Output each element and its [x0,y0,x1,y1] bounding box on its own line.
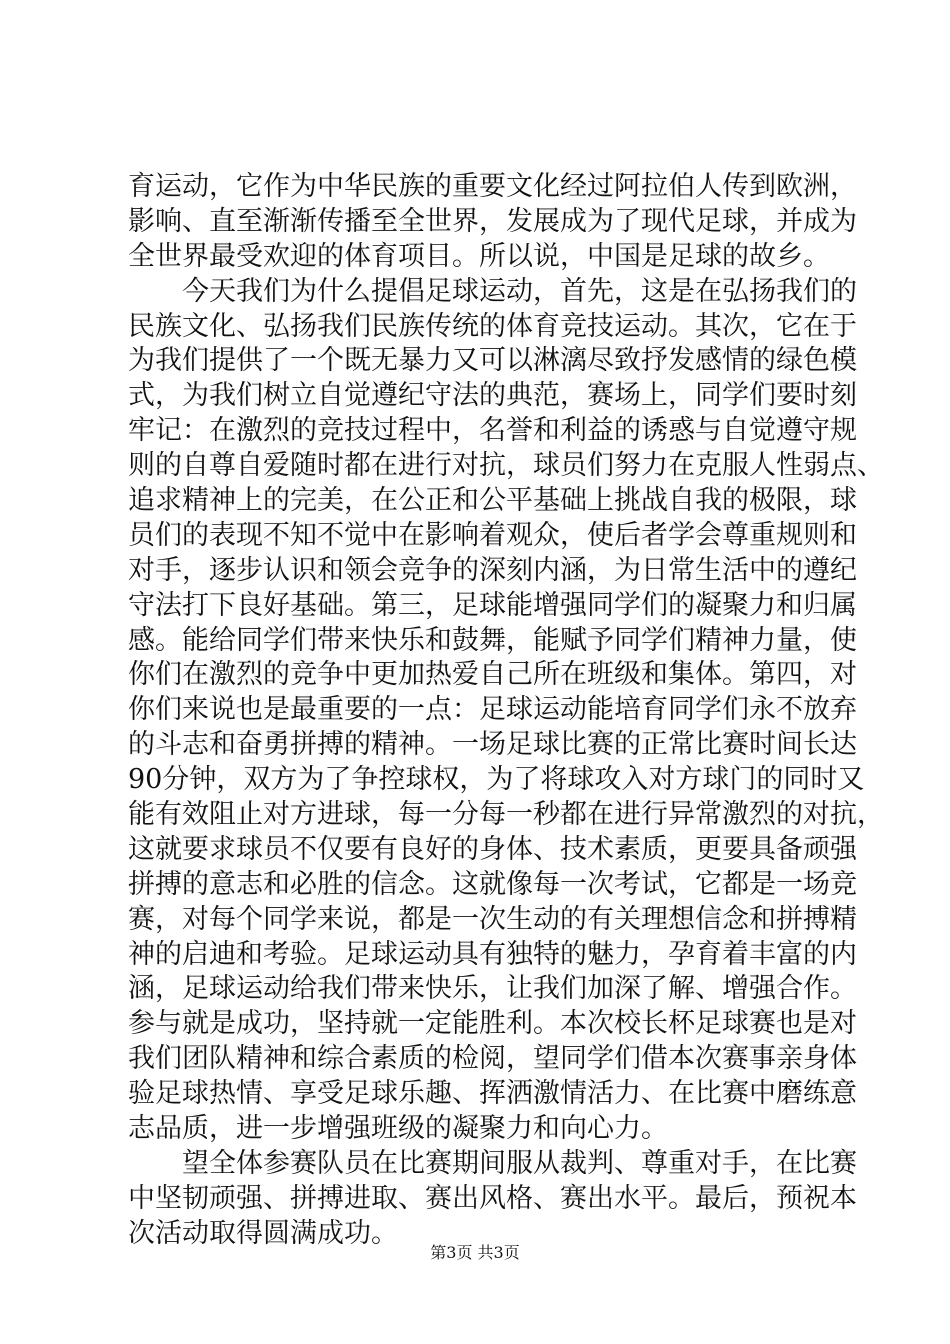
text-line: 拼搏的意志和必胜的信念。这就像每一次考试，它都是一场竞 [128,868,857,900]
text-line: 影响、直至渐渐传播至全世界，发展成为了现代足球，并成为 [128,205,857,237]
page-number-footer: 第3页 共3页 [430,1243,520,1262]
text-line: 你们来说也是最重要的一点：足球运动能培育同学们永不放弃 [128,694,857,726]
text-line: 育运动，它作为中华民族的重要文化经过阿拉伯人传到欧洲， [128,171,857,202]
text-line: 牢记：在激烈的竞技过程中，名誉和利益的诱惑与自觉遵守规 [128,415,857,447]
text-line: 的斗志和奋勇拼搏的精神。一场足球比赛的正常比赛时间长达 [128,729,857,761]
document-body [128,170,884,1252]
text-line: 为我们提供了一个既无暴力又可以淋漓尽致抒发感情的绿色模 [128,345,857,377]
text-line: 你们在激烈的竞争中更加热爱自己所在班级和集体。第四，对 [128,659,857,691]
text-line: 对手，逐步认识和领会竞争的深刻内涵，为日常生活中的遵纪 [128,554,857,586]
paragraph-start-line: 望全体参赛队员在比赛期间服从裁判、尊重对手，在比赛 [182,1147,857,1179]
text-line: 志品质，进一步增强班级的凝聚力和向心力。 [128,1113,668,1145]
text-line: 民族文化、弘扬我们民族传统的体育竞技运动。其次，它在于 [128,310,857,342]
text-line: 守法打下良好基础。第三，足球能增强同学们的凝聚力和归属 [128,589,857,621]
paragraph-start-line: 今天我们为什么提倡足球运动，首先，这是在弘扬我们的 [182,275,857,307]
text-line: 验足球热情、享受足球乐趣、挥洒激情活力、在比赛中磨练意 [128,1078,857,1110]
text-line: 式，为我们树立自觉遵纪守法的典范，赛场上，同学们要时刻 [128,380,857,412]
text-line: 全世界最受欢迎的体育项目。所以说，中国是足球的故乡。 [128,240,830,272]
text-line: 能有效阻止对方进球，每一分每一秒都在进行异常激烈的对抗， [128,799,884,831]
text-line: 90分钟，双方为了争控球权，为了将球攻入对方球门的同时又 [128,764,865,796]
text-line: 员们的表现不知不觉中在影响着观众，使后者学会尊重规则和 [128,519,857,551]
text-line: 赛，对每个同学来说，都是一次生动的有关理想信念和拼搏精 [128,903,857,935]
text-line: 追求精神上的完美，在公正和公平基础上挑战自我的极限，球 [128,485,857,517]
text-line: 这就要求球员不仅要有良好的身体、技术素质，更要具备顽强 [128,833,857,865]
text-line: 中坚韧顽强、拼搏进取、赛出风格、赛出水平。最后，预祝本 [128,1182,857,1214]
text-line: 感。能给同学们带来快乐和鼓舞，能赋予同学们精神力量，使 [128,624,857,656]
text-line: 涵，足球运动给我们带来快乐，让我们加深了解、增强合作。 [128,973,857,1005]
text-line: 次活动取得圆满成功。 [128,1217,398,1249]
text-line: 参与就是成功，坚持就一定能胜利。本次校长杯足球赛也是对 [128,1008,857,1040]
text-line: 我们团队精神和综合素质的检阅，望同学们借本次赛事亲身体 [128,1043,857,1075]
text-line: 神的启迪和考验。足球运动具有独特的魅力，孕育着丰富的内 [128,938,857,970]
text-line: 则的自尊自爱随时都在进行对抗，球员们努力在克服人性弱点、 [128,450,884,482]
